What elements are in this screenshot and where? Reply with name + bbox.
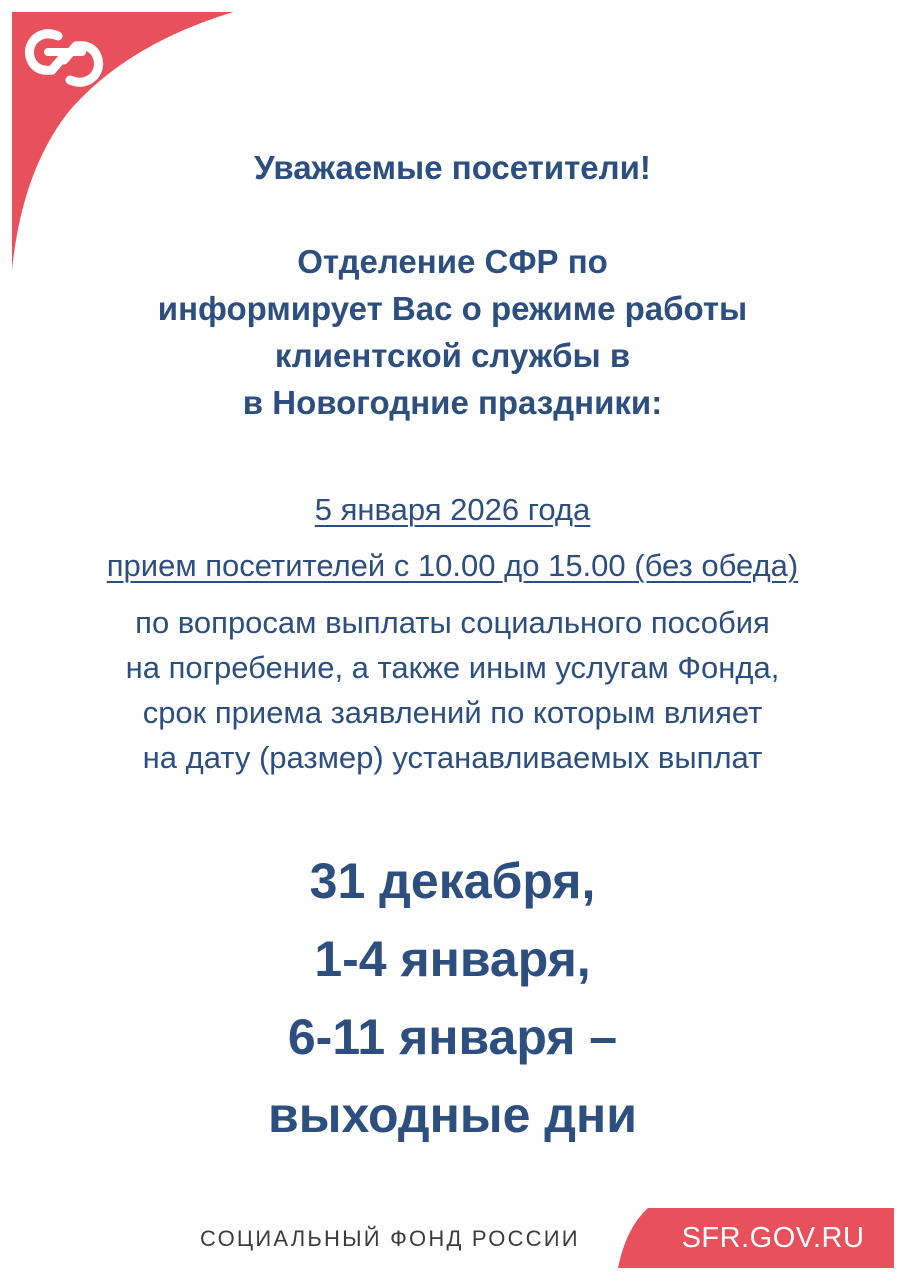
service-description bbox=[0, 600, 905, 780]
description-line: на дату (размер) устанавливаемых выплат bbox=[142, 740, 763, 775]
footer-org-name: СОЦИАЛЬНЫЙ ФОНД РОССИИ bbox=[200, 1226, 580, 1251]
sfr-logo-icon bbox=[24, 26, 104, 90]
work-date-text: 5 января 2026 года bbox=[314, 492, 591, 527]
intro-heading bbox=[0, 238, 905, 426]
description-line: на погребение, а также иным услугам Фонда, bbox=[125, 650, 780, 685]
holiday-dates bbox=[0, 842, 905, 1154]
holiday-line: выходные дни bbox=[268, 1087, 637, 1143]
work-hours-text: прием посетителей с 10.00 до 15.00 (без обеда) bbox=[106, 548, 799, 583]
footer-url[interactable]: SFR.GOV.RU bbox=[681, 1222, 865, 1254]
work-date bbox=[0, 488, 905, 532]
intro-line: в Новогодние праздники: bbox=[242, 384, 663, 421]
intro-line: клиентской службы в bbox=[274, 337, 631, 374]
footer-url-badge bbox=[618, 1208, 894, 1268]
greeting-text: Уважаемые посетители! bbox=[254, 149, 651, 186]
work-hours bbox=[0, 544, 905, 588]
holiday-line: 1-4 января, bbox=[314, 931, 591, 987]
holiday-line: 31 декабря, bbox=[309, 853, 596, 909]
holiday-line: 6-11 января – bbox=[287, 1009, 618, 1065]
greeting-heading bbox=[0, 148, 905, 188]
intro-line: Отделение СФР по bbox=[297, 243, 608, 280]
intro-line: информирует Вас о режиме работы bbox=[157, 290, 748, 327]
description-line: по вопросам выплаты социального пособия bbox=[135, 605, 770, 640]
description-line: срок приема заявлений по которым влияет bbox=[142, 695, 763, 730]
